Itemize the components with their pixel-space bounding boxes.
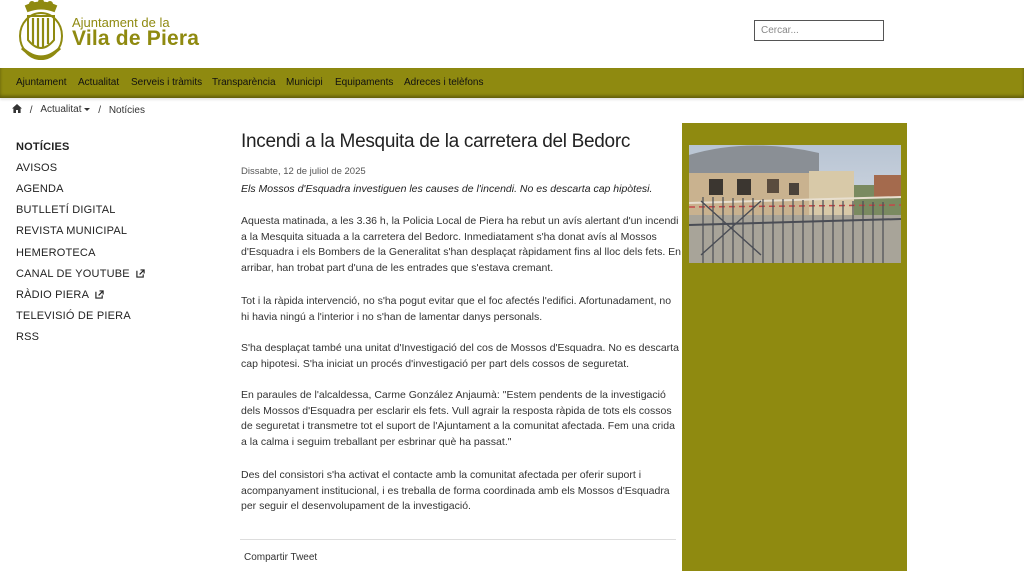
breadcrumb-separator: / [98, 104, 102, 116]
share-bar [244, 552, 317, 563]
nav-item-transparencia[interactable]: Transparència [212, 77, 276, 88]
caret-down-icon [84, 108, 90, 111]
article-paragraph: Tot i la ràpida intervenció, no s'ha pogut evitar que el foc afectés l'edifici. Afortunadament, no hi havia ningú a l'interior i no s'han de lamentar danys personals. [241, 295, 672, 323]
article-title: Incendi a la Mesquita de la carretera del Bedorc [241, 131, 631, 152]
breadcrumb [12, 104, 145, 116]
sidebar-item-youtube[interactable] [16, 268, 145, 280]
coat-of-arms-logo[interactable] [16, 0, 66, 62]
sidebar-item-noticies[interactable]: NOTÍCIES [16, 141, 70, 153]
breadcrumb-separator: / [29, 104, 33, 116]
site-header [0, 0, 1024, 68]
right-panel [682, 123, 907, 571]
article-paragraph: S'ha desplaçat també una unitat d'Investigació del cos de Mossos d'Esquadra. No es descarta cap hipotesi. S'ha iniciat un procés d'investigació per part dels cossos de seguretat. [241, 342, 679, 370]
sidebar-item-televisio[interactable]: TELEVISIÓ DE PIERA [16, 310, 131, 322]
breadcrumb-noticies: Notícies [108, 104, 145, 116]
brand-title[interactable]: Vila de Piera [72, 27, 200, 50]
sidebar-item-butlleti[interactable]: BUTLLETÍ DIGITAL [16, 204, 116, 216]
breadcrumb-actualitat[interactable] [40, 104, 90, 115]
home-icon[interactable] [12, 104, 22, 116]
nav-item-municipi[interactable]: Municipi [286, 77, 323, 88]
nav-item-actualitat[interactable]: Actualitat [78, 77, 120, 88]
sidebar-item-rss[interactable]: RSS [16, 331, 40, 343]
article-paragraph: Des del consistori s'ha activat el contacte amb la comunitat afectada per oferir suport i acompanyament institucional, i es treballa de forma coordinada amb els Mossos d'Esquadra per seguir el desenvolupament de la investigació. [241, 469, 670, 513]
share-tweet-button[interactable]: Tweet [290, 552, 318, 563]
share-divider [240, 539, 676, 540]
article-lead: Els Mossos d'Esquadra investiguen les causes de l'incendi. No es descarta cap hipòtesi. [241, 183, 653, 195]
share-facebook-button[interactable]: Compartir [244, 552, 288, 563]
external-link-icon [136, 269, 145, 278]
nav-item-adreces[interactable]: Adreces i telèfons [404, 77, 484, 88]
article-date: Dissabte, 12 de juliol de 2025 [241, 166, 366, 177]
sidebar-item-revista[interactable]: REVISTA MUNICIPAL [16, 225, 128, 237]
sidebar-item-hemeroteca[interactable]: HEMEROTECA [16, 247, 96, 259]
external-link-icon [95, 290, 104, 299]
article-paragraph: Aquesta matinada, a les 3.36 h, la Policia Local de Piera ha rebut un avís alertant d'un incendi a la Mesquita situada a la carretera del Bedorc. Inmediatament s'ha donat avís al Mossos d'Esquadra i els Bombers de la Generalitat s'han desplaçat ràpidament fins al lloc dels fets. En arribar, han trobat part d'una de les entrades que s'estava cremant. [241, 215, 682, 274]
search-input[interactable] [754, 20, 884, 41]
sidebar-item-radio[interactable] [16, 289, 104, 301]
article-photo[interactable] [689, 145, 901, 263]
sidebar-item-avisos[interactable]: AVISOS [16, 162, 58, 174]
brand-subtitle[interactable]: Ajuntament de la [72, 15, 170, 30]
breadcrumb-actualitat-label: Actualitat [40, 104, 82, 116]
nav-item-equipaments[interactable]: Equipaments [335, 77, 394, 88]
sidebar-item-agenda[interactable]: AGENDA [16, 183, 64, 195]
sidebar-item-youtube-label: CANAL DE YOUTUBE [16, 268, 130, 280]
nav-item-serveis[interactable]: Serveis i tràmits [131, 77, 203, 88]
nav-item-ajuntament[interactable]: Ajuntament [16, 77, 67, 88]
article-paragraph: En paraules de l'alcaldessa, Carme González Anjaumà: "Estem pendents de la investigació dels Mossos d'Esquadra per esclarir els fets. Vull agrair la resposta ràpida de tots els cossos de seguretat i transmetre tot el suport de l'Ajuntament a la comunitat afectada. Fem una crida a la calma i seguim treballant per esbrinar què ha passat." [241, 389, 675, 448]
main-nav [0, 68, 1024, 98]
sidebar-item-radio-label: RÀDIO PIERA [16, 289, 89, 301]
